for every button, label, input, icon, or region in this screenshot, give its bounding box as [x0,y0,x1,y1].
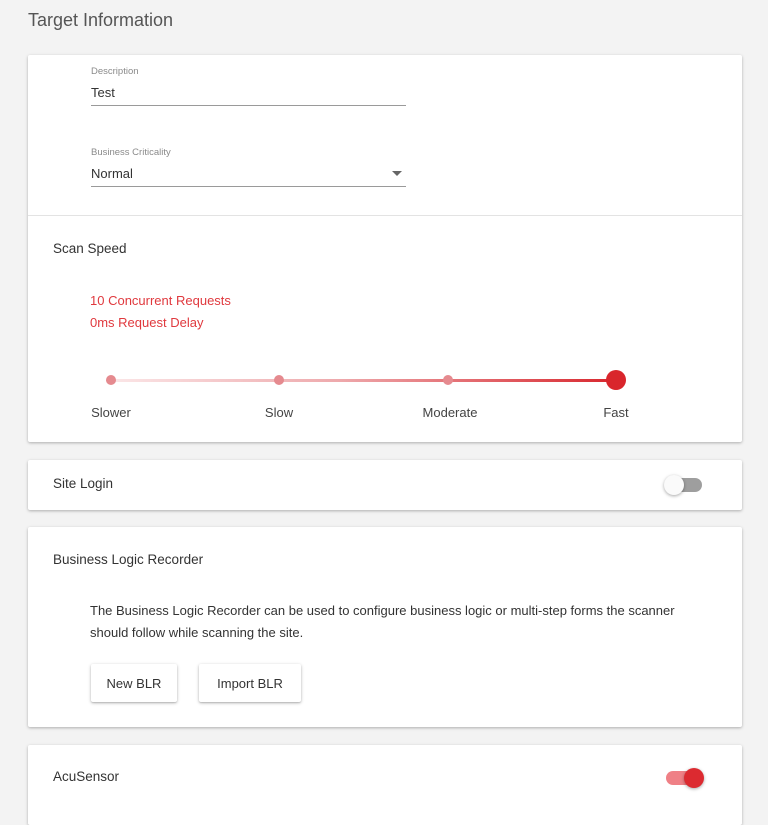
request-delay-text: 0ms Request Delay [90,315,204,330]
speed-label-slower[interactable]: Slower [91,405,131,420]
description-value[interactable]: Test [91,85,115,100]
acusensor-toggle-knob[interactable] [684,768,704,788]
description-label: Description [91,66,139,77]
slider-stop-slow[interactable] [274,375,284,385]
page-title: Target Information [28,10,174,30]
business-criticality-select[interactable] [91,146,406,187]
blr-title: Business Logic Recorder [53,552,204,567]
slider-stop-moderate[interactable] [443,375,453,385]
section-divider [28,215,742,216]
new-blr-button[interactable]: New BLR [91,664,177,702]
import-blr-button[interactable]: Import BLR [199,664,301,702]
site-login-title: Site Login [53,476,114,491]
speed-label-moderate[interactable]: Moderate [422,405,478,420]
target-info-card [28,55,742,442]
acusensor-title: AcuSensor [53,769,120,784]
site-login-card [28,460,742,510]
caret-down-icon[interactable] [392,171,402,176]
scan-speed-slider-track[interactable] [111,379,617,382]
scan-speed-title: Scan Speed [53,241,127,256]
business-criticality-label: Business Criticality [91,147,171,158]
description-field[interactable] [91,65,406,106]
site-login-toggle[interactable] [666,478,702,492]
business-logic-recorder-card [28,527,742,727]
business-criticality-value[interactable]: Normal [91,166,133,181]
concurrent-requests-text: 10 Concurrent Requests [90,293,231,308]
speed-label-slow[interactable]: Slow [264,405,294,420]
slider-stop-slower[interactable] [106,375,116,385]
site-login-toggle-knob[interactable] [664,475,684,495]
blr-description: The Business Logic Recorder can be used to configure business logic or multi-step forms the scanner should follow while scanning the site. [90,603,675,640]
acusensor-toggle[interactable] [666,771,702,785]
scan-speed-slider-thumb[interactable] [606,370,626,390]
speed-label-fast[interactable]: Fast [603,405,629,420]
acusensor-card [28,745,742,825]
